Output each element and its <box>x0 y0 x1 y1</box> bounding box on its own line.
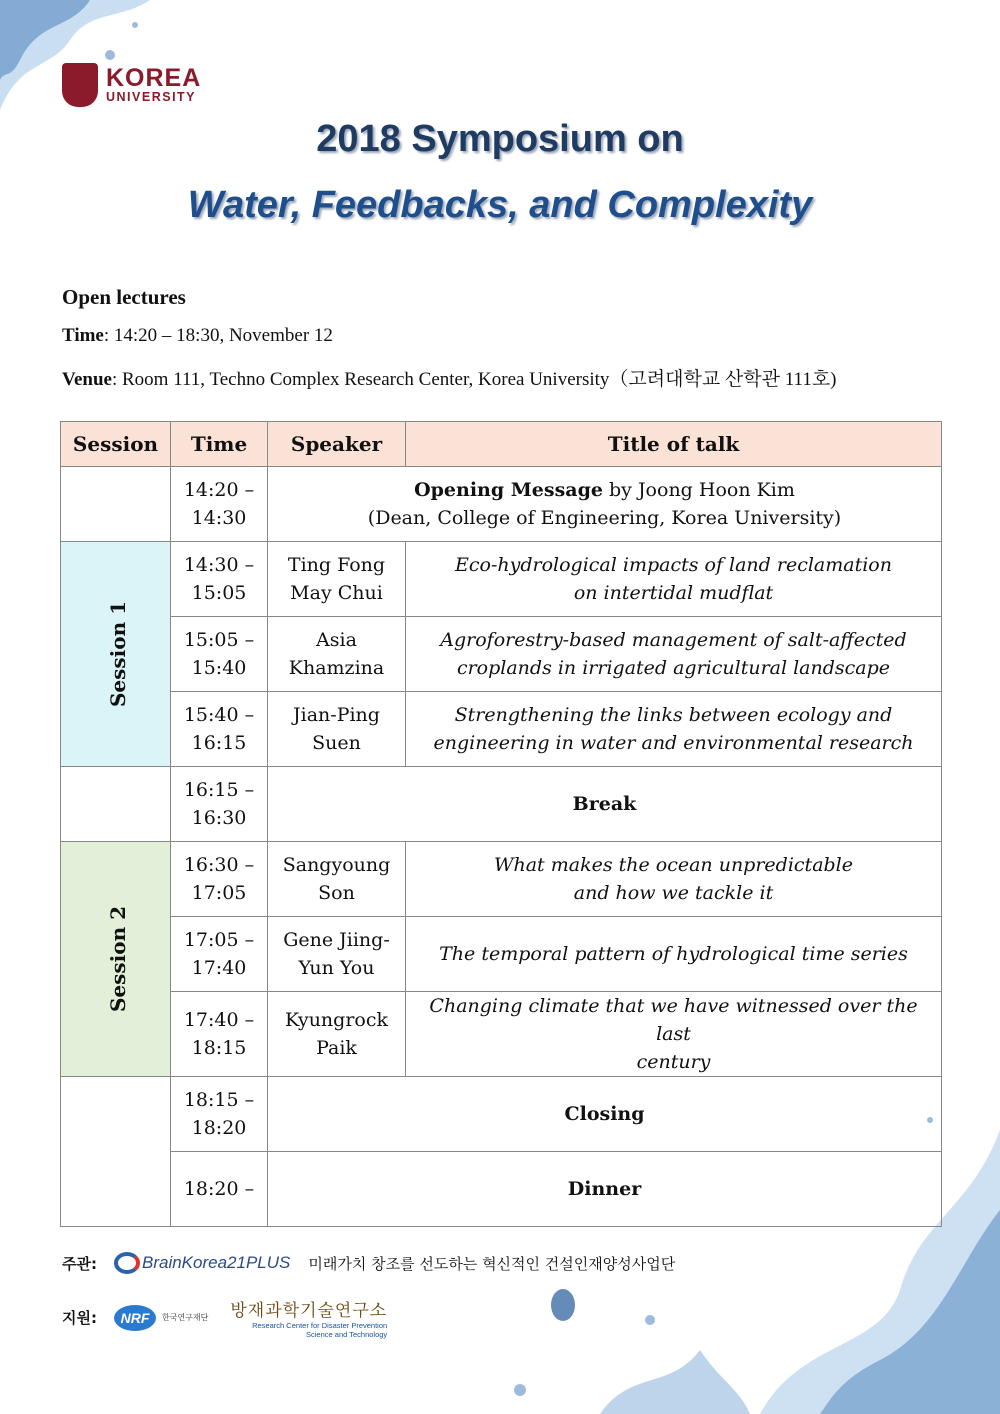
host-organization: 미래가치 창조를 선도하는 혁신적인 건설인재양성사업단 <box>308 1254 676 1273</box>
break-label: Break <box>268 767 942 842</box>
table-row <box>61 1077 942 1152</box>
speaker-line: Paik <box>316 1037 357 1059</box>
support-label: 지원: <box>62 1309 97 1327</box>
time-label: Time <box>62 325 104 346</box>
speaker-line: Asia <box>316 629 357 651</box>
opening-message-cell <box>268 467 942 542</box>
time-end: 17:05 <box>191 882 247 904</box>
time-cell <box>171 1152 268 1227</box>
speaker-cell <box>268 617 406 692</box>
header-title: Title of talk <box>406 422 942 467</box>
host-label: 주관: <box>62 1254 97 1273</box>
speaker-line: Jian-Ping <box>293 704 380 726</box>
time-start: 14:30 – <box>183 554 255 576</box>
talk-line: Agroforestry-based management of salt-affected <box>440 629 907 651</box>
time-value: : 14:20 – 18:30, November 12 <box>103 325 333 346</box>
header-speaker: Speaker <box>268 422 406 467</box>
closing-label: Closing <box>268 1077 942 1152</box>
korea-university-logo <box>62 60 222 110</box>
speaker-line: Son <box>318 882 355 904</box>
speaker-cell <box>268 542 406 617</box>
talk-title-cell <box>406 617 942 692</box>
session-1-label: Session 1 <box>106 600 131 708</box>
time-cell <box>171 542 268 617</box>
session-1-cell <box>61 542 171 767</box>
time-start: 17:05 – <box>183 929 255 951</box>
session-cell-empty <box>61 467 171 542</box>
talk-line: Changing climate that we have witnessed over the last <box>429 995 918 1045</box>
time-start: 15:05 – <box>183 629 255 651</box>
speaker-line: Yun You <box>298 957 375 979</box>
opening-message-title: Opening Message <box>414 479 603 501</box>
brainkorea-logo-text: BrainKorea21PLUS <box>142 1253 291 1272</box>
nrf-logo-mark: NRF <box>114 1305 156 1331</box>
time-cell <box>171 617 268 692</box>
brainkorea21-logo <box>114 1252 290 1274</box>
table-row <box>61 917 942 992</box>
host-row <box>62 1252 675 1274</box>
talk-line: and how we tackle it <box>573 882 774 904</box>
talk-line: engineering in water and environmental research <box>433 732 914 754</box>
table-row <box>61 1152 942 1227</box>
page-title-line-2: Water, Feedbacks, and Complexity <box>187 184 813 226</box>
time-cell <box>171 842 268 917</box>
brainkorea-swirl-icon <box>114 1252 140 1274</box>
talk-title-cell <box>406 842 942 917</box>
talk-line: The temporal pattern of hydrological time series <box>439 943 908 965</box>
talk-title-cell <box>406 917 942 992</box>
table-header-row <box>61 422 942 467</box>
session-cell-empty <box>61 1077 171 1227</box>
time-end: 18:20 <box>191 1117 247 1139</box>
open-lectures-heading: Open lectures <box>62 285 186 309</box>
table-row <box>61 992 942 1077</box>
nrf-logo-text: 한국연구재단 <box>162 1313 209 1322</box>
header-session: Session <box>61 422 171 467</box>
time-end: 18:15 <box>191 1037 247 1059</box>
table-row <box>61 842 942 917</box>
research-center-logo <box>230 1296 387 1339</box>
time-start: 15:40 – <box>183 704 255 726</box>
time-end: 16:15 <box>191 732 247 754</box>
opening-message-speaker: by Joong Hoon Kim <box>602 479 795 501</box>
table-row <box>61 617 942 692</box>
header-time: Time <box>171 422 268 467</box>
time-cell <box>171 992 268 1077</box>
time-end: 15:40 <box>191 657 247 679</box>
time-cell <box>171 1077 268 1152</box>
time-start: 18:20 – <box>183 1178 255 1200</box>
session-cell-empty <box>61 767 171 842</box>
speaker-line: Sangyoung <box>282 854 391 876</box>
time-start: 16:30 – <box>183 854 255 876</box>
time-cell <box>171 917 268 992</box>
time-cell <box>171 467 268 542</box>
nrf-logo <box>114 1305 208 1331</box>
dinner-label: Dinner <box>268 1152 942 1227</box>
speaker-line: Ting Fong <box>287 554 386 576</box>
talk-line: What makes the ocean unpredictable <box>493 854 854 876</box>
speaker-line: Gene Jiing- <box>283 929 390 951</box>
support-row <box>62 1296 387 1339</box>
talk-line: croplands in irrigated agricultural landscape <box>456 657 891 679</box>
time-start: 16:15 – <box>183 779 255 801</box>
opening-message-affiliation: (Dean, College of Engineering, Korea University) <box>367 507 842 529</box>
schedule-table <box>60 421 942 1227</box>
research-center-korean: 방재과학기술연구소 <box>230 1301 388 1321</box>
speaker-cell <box>268 917 406 992</box>
speaker-cell <box>268 842 406 917</box>
research-center-english-1: Research Center for Disaster Prevention <box>252 1321 388 1330</box>
talk-line: Strengthening the links between ecology and <box>454 704 893 726</box>
page-title-line-1: 2018 Symposium on <box>316 118 684 160</box>
venue-line <box>62 364 837 391</box>
time-start: 17:40 – <box>183 1009 255 1031</box>
table-row <box>61 542 942 617</box>
time-line <box>62 325 333 347</box>
table-row <box>61 767 942 842</box>
logo-line-1: KOREA <box>106 64 202 92</box>
table-row <box>61 467 942 542</box>
talk-line: century <box>636 1051 711 1073</box>
table-row <box>61 692 942 767</box>
time-start: 14:20 – <box>183 479 255 501</box>
time-start: 18:15 – <box>183 1089 255 1111</box>
time-end: 14:30 <box>191 507 247 529</box>
session-2-label: Session 2 <box>106 905 131 1013</box>
venue-value: : Room 111, Techno Complex Research Center, Korea University（고려대학교 산학관 111호) <box>111 369 837 390</box>
time-end: 16:30 <box>191 807 247 829</box>
time-end: 17:40 <box>191 957 247 979</box>
speaker-cell <box>268 692 406 767</box>
session-2-cell <box>61 842 171 1077</box>
speaker-line: Suen <box>312 732 361 754</box>
venue-label: Venue <box>62 369 112 390</box>
time-cell <box>171 692 268 767</box>
speaker-line: May Chui <box>290 582 383 604</box>
speaker-cell <box>268 992 406 1077</box>
talk-title-cell <box>406 692 942 767</box>
talk-line: on intertidal mudflat <box>573 582 774 604</box>
time-end: 15:05 <box>191 582 247 604</box>
university-crest-icon <box>62 63 98 107</box>
speaker-line: Khamzina <box>288 657 385 679</box>
research-center-english-2: Science and Technology <box>306 1330 388 1339</box>
speaker-line: Kyungrock <box>284 1009 389 1031</box>
talk-line: Eco-hydrological impacts of land reclamation <box>455 554 892 576</box>
time-cell <box>171 767 268 842</box>
talk-title-cell <box>406 542 942 617</box>
talk-title-cell <box>406 992 942 1077</box>
logo-line-2: UNIVERSITY <box>106 90 197 104</box>
logo-wordmark <box>106 66 201 104</box>
